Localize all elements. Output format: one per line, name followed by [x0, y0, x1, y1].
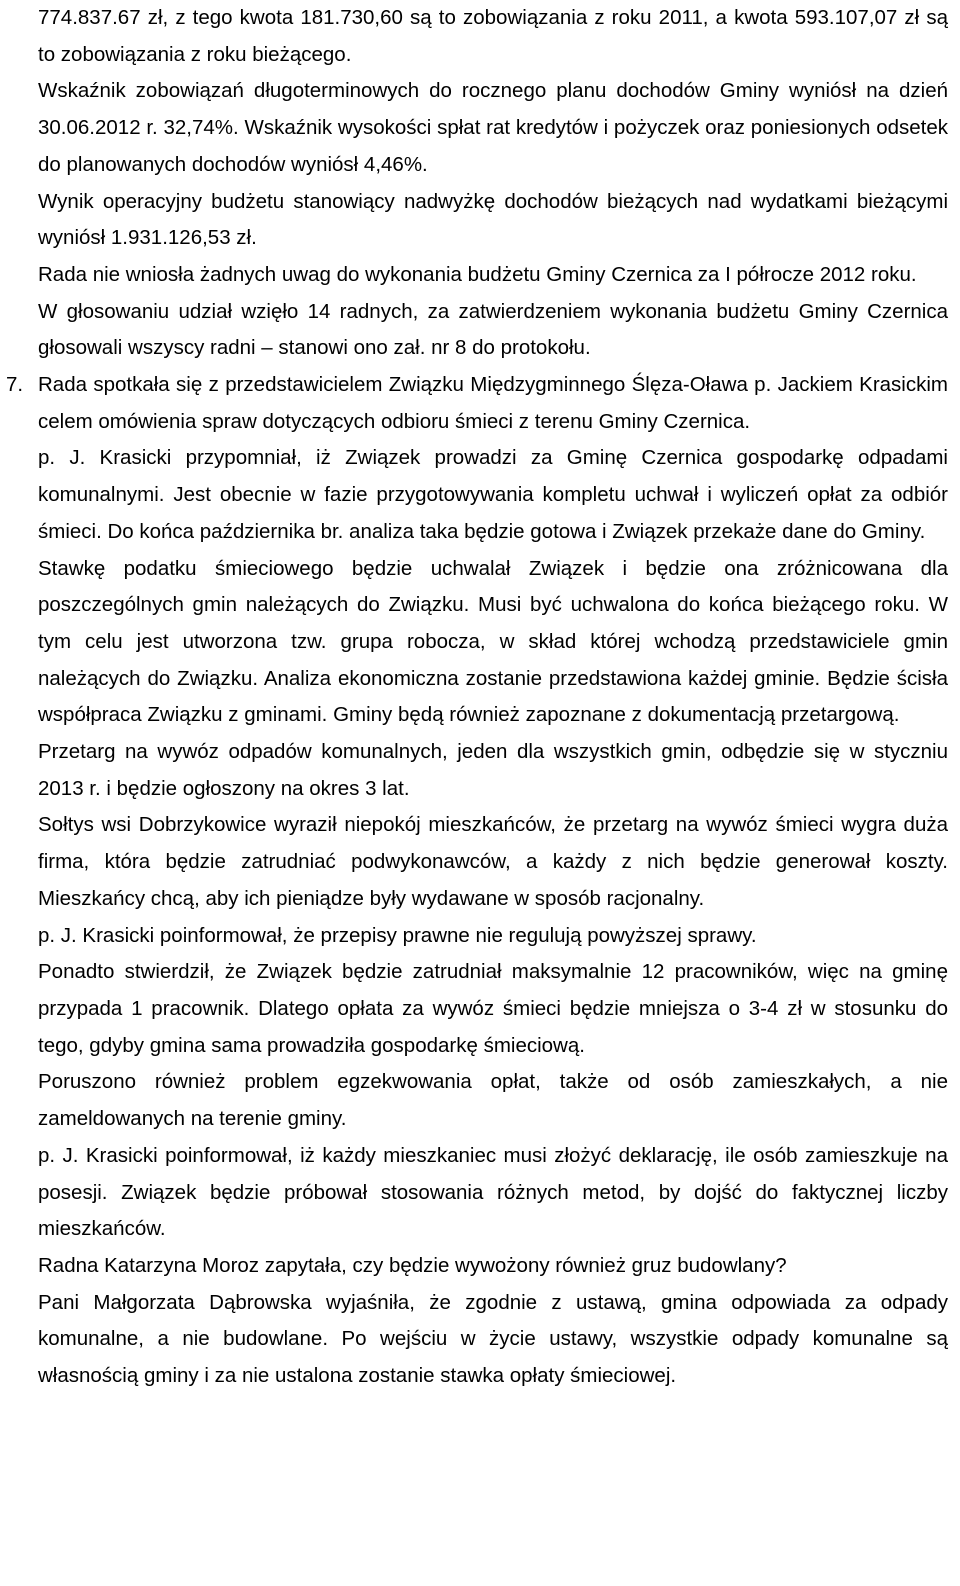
paragraph-moroz-question: Radna Katarzyna Moroz zapytała, czy będzie wywożony również gruz budowlany? [38, 1253, 787, 1277]
paragraph-operating-result: Wynik operacyjny budżetu stanowiący nadwyżkę dochodów bieżących nad wydatkami bieżącymi wyniósł 1.931.126,53 zł. [38, 189, 948, 250]
paragraph-waste-tax-rate: Stawkę podatku śmieciowego będzie uchwalał Związek i będzie ona zróżnicowana dla poszczególnych gmin należących do Związku. Musi być uchwalona do końca bieżącego roku. W tym celu jest utworzona tzw. grupa robocza, w skład której wchodzą przedstawiciele gmin należących do Związku. Analiza ekonomiczna zostanie przedstawiona każdej gminie. Będzie ścisła współpraca Związku z gminami. Gminy będą również zapoznane z dokumentacją przetargową. [38, 556, 948, 727]
paragraph-tender: Przetarg na wywóz odpadów komunalnych, jeden dla wszystkich gmin, odbędzie się w styczniu 2013 r. i będzie ogłoszony na okres 3 lat. [38, 740, 948, 800]
agenda-item-number: 7. [6, 373, 24, 397]
paragraph-fee-enforcement: Poruszono również problem egzekwowania opłat, także od osób zamieszkałych, a nie zameldowanych na terenie gminy. [38, 1070, 948, 1131]
paragraph-debt-ratios: Wskaźnik zobowiązań długoterminowych do rocznego planu dochodów Gminy wyniósł na dzień 30.06.2012 r. 32,74%. Wskaźnik wysokości spłat rat kredytów i pożyczek oraz poniesionych odsetek do planowanych dochodów wyniósł 4,46%. [38, 79, 948, 176]
paragraph-krasicki-regulations: p. J. Krasicki poinformował, że przepisy prawne nie regulują powyższej sprawy. [38, 923, 757, 947]
paragraph-vote-result: W głosowaniu udział wzięło 14 radnych, za zatwierdzeniem wykonania budżetu Gminy Czernica głosowali wszyscy radni – stanowi ono zał. nr 8 do protokołu. [38, 299, 948, 360]
paragraph-council-no-remarks: Rada nie wniosła żadnych uwag do wykonania budżetu Gminy Czernica za I półrocze 2012 roku. [38, 262, 917, 286]
paragraph-soltys-concern: Sołtys wsi Dobrzykowice wyraził niepokój mieszkańców, że przetarg na wywóz śmieci wygra duża firma, która będzie zatrudniać podwykonawców, a każdy z nich będzie generował koszty. Mieszkańcy chcą, aby ich pieniądze były wydawane w sposób racjonalny. [38, 813, 948, 910]
paragraph-declarations: p. J. Krasicki poinformował, iż każdy mieszkaniec musi złożyć deklarację, ile osób zamieszkuje na posesji. Związek będzie próbował stosowania różnych metod, by dojść do faktycznej liczby mieszkańców. [38, 1143, 948, 1241]
paragraph-meeting-intro: Rada spotkała się z przedstawicielem Związku Międzygminnego Ślęza-Oława p. Jackiem Krasickim celem omówienia spraw dotyczących odbioru śmieci z terenu Gminy Czernica. [38, 373, 948, 433]
paragraph-obligations: 774.837.67 zł, z tego kwota 181.730,60 są to zobowiązania z roku 2011, a kwota 593.107,07 zł są to zobowiązania z roku bieżącego. [38, 6, 948, 66]
document-page [6, 0, 948, 1395]
paragraph-krasicki-reminder: p. J. Krasicki przypomniał, iż Związek prowadzi za Gminę Czernica gospodarkę odpadami komunalnymi. Jest obecnie w fazie przygotowywania kompletu uchwał i wyliczeń opłat za odbiór śmieci. Do końca października br. analiza taka będzie gotowa i Związek przekaże dane do Gminy. [38, 446, 948, 543]
paragraph-employees: Ponadto stwierdził, że Związek będzie zatrudniał maksymalnie 12 pracowników, więc na gminę przypada 1 pracownik. Dlatego opłata za wywóz śmieci będzie mniejsza o 3-4 zł w stosunku do tego, gdyby gmina sama prowadziła gospodarkę śmieciową. [38, 960, 948, 1057]
paragraph-dabrowska-answer: Pani Małgorzata Dąbrowska wyjaśniła, że zgodnie z ustawą, gmina odpowiada za odpady komunalne, a nie budowlane. Po wejściu w życie ustawy, wszystkie odpady komunalne są własnością gminy i za nie ustalona zostanie stawka opłaty śmieciowej. [38, 1290, 948, 1388]
agenda-item-7 [6, 367, 948, 1395]
